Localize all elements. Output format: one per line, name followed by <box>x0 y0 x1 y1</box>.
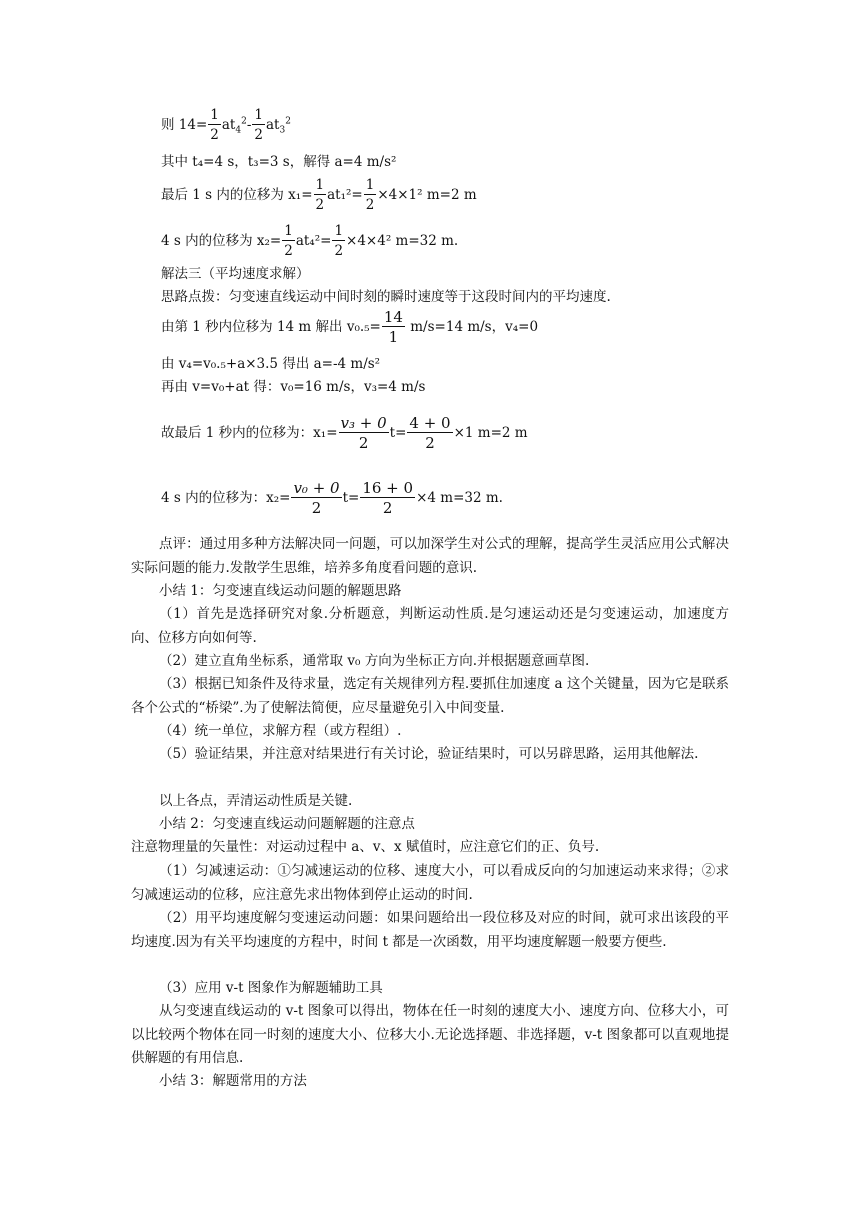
eq-text: ×4 m=32 m. <box>416 490 503 506</box>
equation-line-1 <box>161 106 291 145</box>
subscript: 4 <box>235 125 242 136</box>
text-line-2: 其中 t₄=4 s，t₃=3 s，解得 a=4 m/s² <box>161 154 397 170</box>
fraction <box>339 414 389 453</box>
eq-text: - <box>246 117 252 133</box>
eq-text: at₄²= <box>295 233 332 249</box>
numerator: 1 <box>334 223 344 239</box>
numerator: 1 <box>254 107 263 123</box>
fraction <box>382 308 405 347</box>
numerator: 1 <box>315 177 325 193</box>
summary-2-vector-note: 注意物理量的矢量性：对运动过程中 a、v、x 赋值时，应注意它们的正、负号. <box>131 839 600 855</box>
subscript: 3 <box>279 125 286 136</box>
eq-text: 4 s 内的位移为：x₂= <box>161 490 291 506</box>
eq-text: t= <box>389 425 407 441</box>
eq-text: 由第 1 秒内位移为 14 m 解出 v₀.₅= <box>161 319 381 335</box>
fraction <box>360 479 415 518</box>
denominator: 2 <box>360 497 415 518</box>
summary-1-heading: 小结 1：匀变速直线运动问题的解题思路 <box>159 583 402 599</box>
eq-text: ×1 m=2 m <box>453 425 528 441</box>
summary-1-item-4: （4）统一单位，求解方程（或方程组）. <box>159 723 402 739</box>
denominator: 2 <box>208 124 221 145</box>
fraction <box>314 176 327 215</box>
hint-line: 思路点拨：匀变速直线运动中间时刻的瞬时速度等于这段时间内的平均速度. <box>161 289 611 305</box>
summary-1-item-2: （2）建立直角坐标系，通常取 v₀ 方向为坐标正方向.并根据题意画草图. <box>159 653 590 669</box>
text-line-9: 再由 v=v₀+at 得：v₀=16 m/s，v₃=4 m/s <box>161 379 426 395</box>
summary-1-conclusion: 以上各点，弄清运动性质是关键. <box>159 793 353 809</box>
fraction <box>291 479 341 518</box>
eq-text: 4 s 内的位移为 x₂= <box>161 233 282 249</box>
summary-2-item-3: （3）应用 v-t 图象作为解题辅助工具 <box>159 980 383 996</box>
equation-line-3 <box>161 176 477 215</box>
denominator: 2 <box>291 497 341 518</box>
fraction <box>332 222 345 261</box>
numerator: 1 <box>210 107 219 123</box>
summary-1-item-1: （1）首先是选择研究对象.分析题意，判断运动性质.是匀速运动还是匀变速运动，加速度方向、位移方向如何等. <box>131 606 729 646</box>
denominator: 2 <box>332 240 345 261</box>
fraction <box>407 414 452 453</box>
denominator: 2 <box>364 194 377 215</box>
equation-line-11 <box>161 479 503 518</box>
eq-text: ×4×1² m=2 m <box>377 187 477 203</box>
summary-2-item-2: （2）用平均速度解匀变速运动问题：如果问题给出一段位移及对应的时间，就可求出该段的平均速度.因为有关平均速度的方程中，时间 t 都是一次函数，用平均速度解题一般要方便些. <box>131 910 729 950</box>
denominator: 2 <box>252 124 265 145</box>
denominator: 1 <box>382 326 405 347</box>
eq-text: 则 14= <box>161 117 208 133</box>
eq-text: 最后 1 s 内的位移为 x₁= <box>161 187 313 203</box>
summary-2-heading: 小结 2：匀变速直线运动问题解题的注意点 <box>159 816 415 832</box>
denominator: 2 <box>282 240 295 261</box>
superscript: 2 <box>241 116 247 127</box>
numerator: 4 + 0 <box>409 414 451 432</box>
denominator: 2 <box>407 432 452 453</box>
fraction <box>282 222 295 261</box>
eq-text: at <box>265 117 280 133</box>
eq-text: at <box>221 117 236 133</box>
eq-text: at₁²= <box>327 187 363 203</box>
fraction <box>364 176 377 215</box>
equation-line-7 <box>161 308 538 347</box>
eq-text: ×4×4² m=32 m. <box>346 233 459 249</box>
fraction <box>252 106 265 145</box>
denominator: 2 <box>339 432 389 453</box>
vt-graph-paragraph: 从匀变速直线运动的 v-t 图象可以得出，物体在任一时刻的速度大小、速度方向、位移大小，可以比较两个物体在同一时刻的速度大小、位移大小.无论选择题、非选择题，v-t 图象都可以直观地提供解题的有用信息. <box>131 1003 729 1066</box>
eq-text: m/s=14 m/s，v₄=0 <box>405 319 539 335</box>
eq-text: t= <box>342 490 360 506</box>
numerator: 1 <box>365 177 375 193</box>
fraction <box>208 106 221 145</box>
numerator: 16 + 0 <box>362 479 414 497</box>
summary-1-item-5: （5）验证结果，并注意对结果进行有关讨论，验证结果时，可以另辟思路，运用其他解法. <box>159 746 699 762</box>
method-three-heading: 解法三（平均速度求解） <box>161 266 310 282</box>
denominator: 2 <box>314 194 327 215</box>
numerator: v₃ + 0 <box>340 414 387 432</box>
comment-paragraph: 点评：通过用多种方法解决同一问题，可以加深学生对公式的理解，提高学生灵活应用公式解决实际问题的能力.发散学生思维，培养多角度看问题的意识. <box>131 536 729 576</box>
superscript: 2 <box>285 116 291 127</box>
summary-2-item-1: （1）匀减速运动：①匀减速运动的位移、速度大小，可以看成反向的匀加速运动来求得；②求匀减速运动的位移，应注意先求出物体到停止运动的时间. <box>131 863 729 903</box>
text-line-8: 由 v₄=v₀.₅+a×3.5 得出 a=-4 m/s² <box>161 356 381 372</box>
eq-text: 故最后 1 秒内的位移为：x₁= <box>161 425 338 441</box>
numerator: 1 <box>284 223 293 239</box>
numerator: v₀ + 0 <box>293 479 340 497</box>
summary-1-item-3: （3）根据已知条件及待求量，选定有关规律列方程.要抓住加速度 a 这个关键量，因为它是联系各个公式的“桥梁”.为了使解法简便，应尽量避免引入中间变量. <box>131 676 729 716</box>
summary-3-heading: 小结 3：解题常用的方法 <box>159 1073 307 1089</box>
numerator: 14 <box>383 308 403 326</box>
equation-line-4 <box>161 222 458 261</box>
equation-line-10 <box>161 414 528 453</box>
